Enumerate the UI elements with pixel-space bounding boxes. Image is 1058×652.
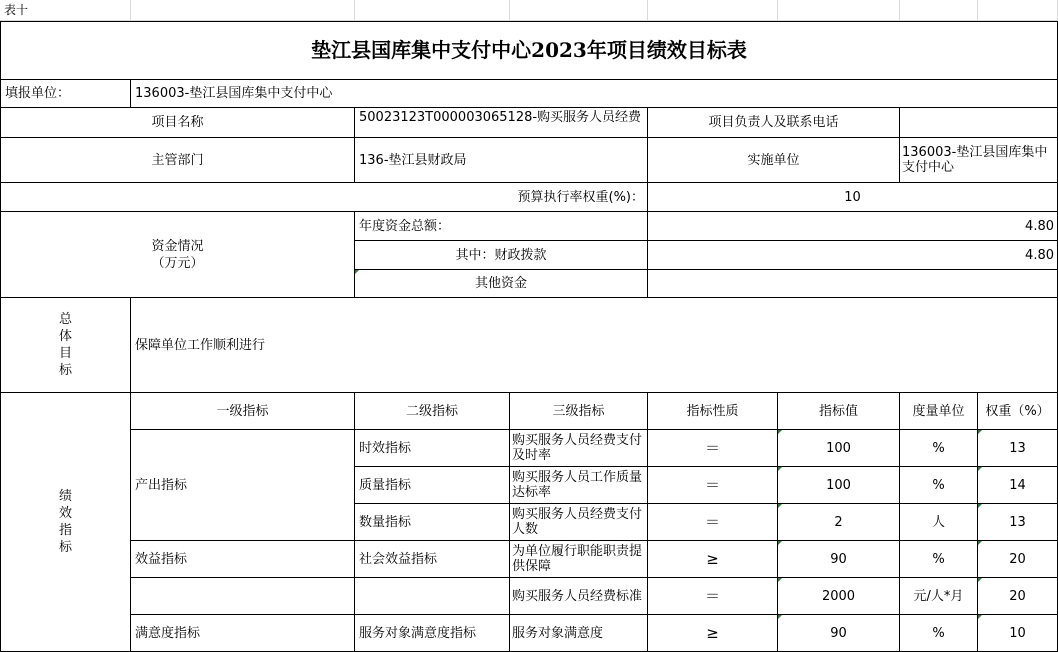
project-name-label[interactable]: 项目名称 — [0, 108, 355, 138]
weight-cell[interactable]: 14 — [978, 467, 1058, 504]
funds-label[interactable] — [0, 212, 355, 298]
header-value[interactable]: 指标值 — [778, 393, 900, 430]
cell-marker-icon — [978, 615, 982, 619]
indicators-label[interactable] — [0, 393, 131, 652]
header-level3[interactable]: 三级指标 — [510, 393, 648, 430]
unit-cell[interactable]: 人 — [900, 504, 978, 541]
nature-cell[interactable]: ＝ — [648, 504, 778, 541]
indicators-label-text — [59, 488, 72, 556]
level2-cell[interactable]: 数量指标 — [355, 504, 510, 541]
level1-output[interactable]: 产出指标 — [131, 430, 355, 541]
funds-total-label[interactable]: 年度资金总额： — [355, 212, 648, 241]
department-value[interactable]: 136-垫江县财政局 — [355, 138, 648, 183]
overall-goal-label[interactable] — [0, 298, 131, 393]
grid-cell[interactable] — [648, 0, 778, 21]
value-cell[interactable]: 90 — [778, 615, 900, 652]
funds-other-label[interactable]: 其他资金 — [355, 270, 648, 298]
cell-marker-icon — [355, 270, 359, 274]
unit-cell[interactable]: 元/人*月 — [900, 578, 978, 615]
level3-cell[interactable]: 购买服务人员经费支付人数 — [510, 504, 648, 541]
grid-cell[interactable] — [778, 0, 900, 21]
level3-cell[interactable]: 服务对象满意度 — [510, 615, 648, 652]
nature-cell[interactable]: ≥ — [648, 615, 778, 652]
unit-cell[interactable]: % — [900, 541, 978, 578]
header-nature[interactable]: 指标性质 — [648, 393, 778, 430]
level3-cell[interactable]: 购买服务人员工作质量达标率 — [510, 467, 648, 504]
funds-other-value[interactable] — [648, 270, 1058, 298]
cell-marker-icon — [778, 467, 782, 471]
cell-marker-icon — [978, 504, 982, 508]
budget-rate-value[interactable]: 10 — [648, 183, 1058, 212]
filing-unit-label[interactable]: 填报单位： — [0, 80, 131, 108]
unit-cell[interactable]: % — [900, 615, 978, 652]
vertical-label-char: 体 — [58, 329, 72, 344]
value-cell[interactable]: 2000 — [778, 578, 900, 615]
project-leader-value[interactable] — [900, 108, 1058, 138]
header-weight[interactable]: 权重（%） — [978, 393, 1058, 430]
vertical-label-char: 目 — [58, 346, 72, 361]
level3-cell[interactable]: 购买服务人员经费标准 — [510, 578, 648, 615]
funds-fiscal-value[interactable]: 4.80 — [648, 241, 1058, 270]
project-leader-label[interactable]: 项目负责人及联系电话 — [648, 108, 900, 138]
funds-unit: （万元） — [151, 255, 204, 271]
nature-cell[interactable]: ＝ — [648, 578, 778, 615]
value-cell[interactable]: 100 — [778, 430, 900, 467]
header-level1[interactable]: 一级指标 — [131, 393, 355, 430]
implementing-unit-label[interactable]: 实施单位 — [648, 138, 900, 183]
level2-cell[interactable]: 社会效益指标 — [355, 541, 510, 578]
level2-cell[interactable]: 质量指标 — [355, 467, 510, 504]
grid-cell[interactable] — [978, 0, 1058, 21]
cell-marker-icon — [778, 504, 782, 508]
grid-cell[interactable] — [900, 0, 978, 21]
grid-cell[interactable] — [131, 0, 355, 21]
weight-cell[interactable]: 13 — [978, 504, 1058, 541]
overall-goal-label-text — [59, 311, 72, 379]
corner-label: 表十 — [4, 2, 29, 17]
grid-cell[interactable] — [510, 0, 648, 21]
vertical-label-char: 指 — [58, 523, 72, 538]
nature-cell[interactable]: ≥ — [648, 541, 778, 578]
cell-marker-icon — [978, 430, 982, 434]
weight-cell[interactable]: 13 — [978, 430, 1058, 467]
cell-marker-icon — [778, 615, 782, 619]
weight-cell[interactable]: 20 — [978, 578, 1058, 615]
implementing-unit-value[interactable]: 136003-垫江县国库集中支付中心 — [900, 138, 1058, 183]
level1-satisfaction[interactable]: 满意度指标 — [131, 615, 355, 652]
department-label[interactable]: 主管部门 — [0, 138, 355, 183]
weight-cell[interactable]: 10 — [978, 615, 1058, 652]
nature-cell[interactable]: ＝ — [648, 467, 778, 504]
vertical-label-char: 绩 — [58, 489, 72, 504]
funds-title: 资金情况 — [151, 238, 204, 254]
funds-total-value[interactable]: 4.80 — [648, 212, 1058, 241]
vertical-label-char: 总 — [58, 312, 72, 327]
level2-cell[interactable]: 服务对象满意度指标 — [355, 615, 510, 652]
cell-marker-icon — [778, 578, 782, 582]
level1-benefit[interactable]: 效益指标 — [131, 541, 355, 578]
unit-cell[interactable]: % — [900, 430, 978, 467]
grid-cell[interactable] — [355, 0, 510, 21]
value-cell[interactable]: 90 — [778, 541, 900, 578]
page-title[interactable]: 垫江县国库集中支付中心2023年项目绩效目标表 — [0, 21, 1058, 80]
nature-cell[interactable]: ＝ — [648, 430, 778, 467]
header-unit[interactable]: 度量单位 — [900, 393, 978, 430]
funds-fiscal-label[interactable]: 其中：财政拨款 — [355, 241, 648, 270]
cell-marker-icon — [978, 578, 982, 582]
overall-goal-value[interactable]: 保障单位工作顺利进行 — [131, 298, 1058, 393]
vertical-label-char: 标 — [58, 540, 72, 555]
project-name-value[interactable]: 50023123T000003065128-购买服务人员经费 — [355, 108, 648, 138]
level1-empty[interactable] — [131, 578, 355, 615]
value-cell[interactable]: 100 — [778, 467, 900, 504]
level2-cell[interactable] — [355, 578, 510, 615]
header-level2[interactable]: 二级指标 — [355, 393, 510, 430]
cell-marker-icon — [778, 430, 782, 434]
level3-cell[interactable]: 购买服务人员经费支付及时率 — [510, 430, 648, 467]
corner-label-cell[interactable] — [0, 0, 131, 21]
cell-marker-icon — [978, 467, 982, 471]
budget-rate-label[interactable]: 预算执行率权重(%)： — [0, 183, 648, 212]
vertical-label-char: 效 — [58, 506, 72, 521]
cell-marker-icon — [978, 541, 982, 545]
level3-cell[interactable]: 为单位履行职能职责提供保障 — [510, 541, 648, 578]
filing-unit-value[interactable]: 136003-垫江县国库集中支付中心 — [131, 80, 1058, 108]
vertical-label-char: 标 — [58, 363, 72, 378]
weight-cell[interactable]: 20 — [978, 541, 1058, 578]
level2-cell[interactable]: 时效指标 — [355, 430, 510, 467]
unit-cell[interactable]: % — [900, 467, 978, 504]
cell-marker-icon — [778, 541, 782, 545]
value-cell[interactable]: 2 — [778, 504, 900, 541]
